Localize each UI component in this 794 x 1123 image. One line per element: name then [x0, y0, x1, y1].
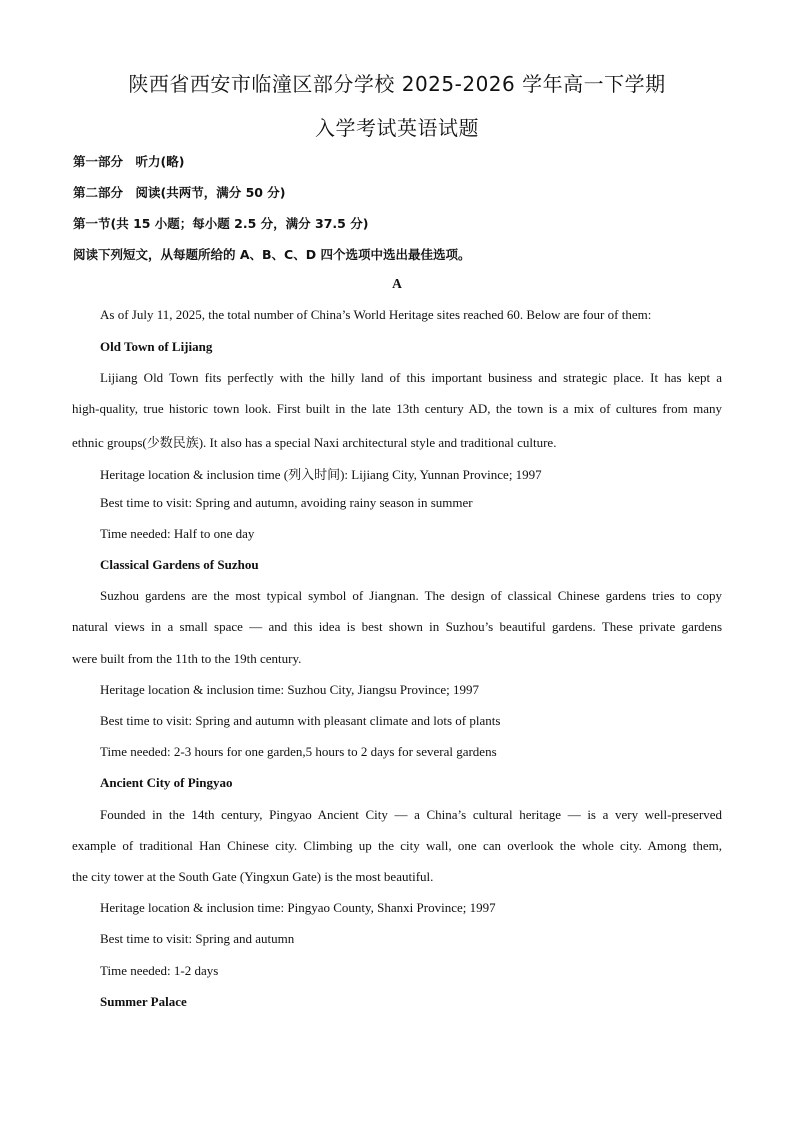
- site-location: Heritage location & inclusion time: Pingyao County, Shanxi Province; 1997: [100, 900, 496, 915]
- site-desc-line: Suzhou gardens are the most typical symbol of Jiangnan. The design of classical Chinese gardens tries to copy: [100, 588, 722, 603]
- site-desc-line: high-quality, true historic town look. First built in the late 13th century AD, the town is a mix of cultures from many: [72, 401, 722, 416]
- passage-intro: As of July 11, 2025, the total number of China’s World Heritage sites reached 60. Below are four of them:: [100, 307, 652, 322]
- site-best-time: Best time to visit: Spring and autumn with pleasant climate and lots of plants: [100, 713, 501, 728]
- site-heading-lijiang: Old Town of Lijiang: [100, 339, 213, 354]
- exam-title-line1: 陕西省西安市临潼区部分学校 2025-2026 学年高一下学期: [128, 72, 666, 96]
- site-location: Heritage location & inclusion time (列入时间): Lijiang City, Yunnan Province; 1997: [100, 467, 542, 482]
- site-time-needed: Time needed: Half to one day: [100, 526, 255, 541]
- site-location: Heritage location & inclusion time: Suzhou City, Jiangsu Province; 1997: [100, 682, 479, 697]
- directions-text: 阅读下列短文，从每题所给的 A、B、C、D 四个选项中选出最佳选项。: [73, 247, 471, 262]
- site-heading-pingyao: Ancient City of Pingyao: [100, 775, 233, 790]
- site-desc-line: the city tower at the South Gate (Yingxun Gate) is the most beautiful.: [72, 869, 434, 884]
- site-desc-line: ethnic groups(少数民族). It also has a special Naxi architectural style and traditional culture.: [72, 435, 557, 450]
- passage-letter: A: [392, 276, 402, 291]
- part2-heading: 第二部分 阅读(共两节，满分 50 分): [73, 185, 286, 200]
- site-heading-summer-palace: Summer Palace: [100, 994, 187, 1009]
- site-heading-suzhou: Classical Gardens of Suzhou: [100, 557, 259, 572]
- site-time-needed: Time needed: 2-3 hours for one garden,5 hours to 2 days for several gardens: [100, 744, 497, 759]
- site-desc-line: example of traditional Han Chinese city. Climbing up the city wall, one can overlook the whole city. Among them,: [72, 838, 722, 853]
- exam-title-line2: 入学考试英语试题: [315, 116, 479, 140]
- part1-heading: 第一部分 听力(略): [73, 154, 185, 169]
- site-time-needed: Time needed: 1-2 days: [100, 963, 219, 978]
- site-desc-line: were built from the 11th to the 19th century.: [72, 651, 302, 666]
- section1-heading: 第一节(共 15 小题；每小题 2.5 分，满分 37.5 分): [73, 216, 369, 231]
- site-desc-line: natural views in a small space — and this idea is best shown in Suzhou’s beautiful gardens. These private gardens: [72, 619, 722, 634]
- site-desc-line: Founded in the 14th century, Pingyao Ancient City — a China’s cultural heritage — is a very well-preserved: [100, 807, 722, 822]
- site-best-time: Best time to visit: Spring and autumn: [100, 931, 295, 946]
- site-desc-line: Lijiang Old Town fits perfectly with the hilly land of this important business and strategic place. It has kept a: [100, 370, 722, 385]
- site-best-time: Best time to visit: Spring and autumn, avoiding rainy season in summer: [100, 495, 473, 510]
